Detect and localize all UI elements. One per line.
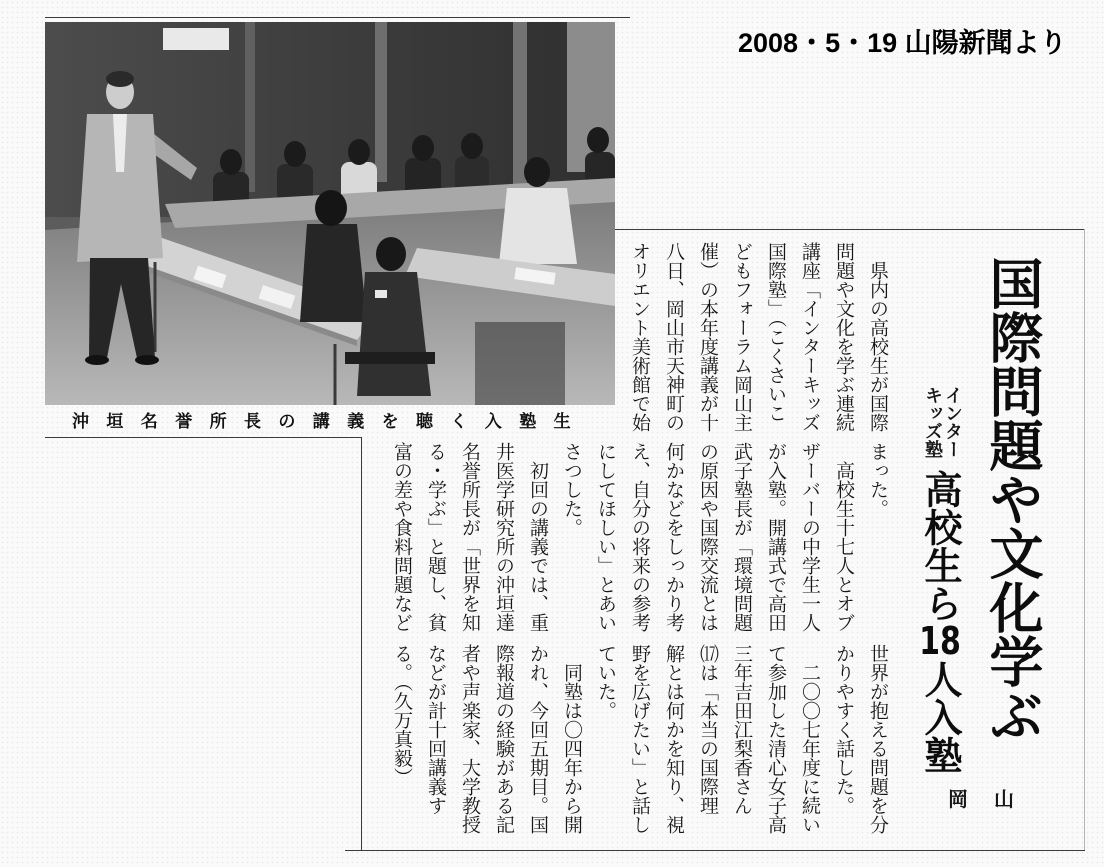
lecturer-shoe <box>135 355 159 365</box>
article-body-line: 野を広げたい」と話し <box>629 644 651 834</box>
lecturer-hair <box>106 71 134 87</box>
article-body-line: ザーバーの中学生一人 <box>799 442 821 632</box>
article-body-line: 二〇〇七年度に続い <box>799 663 821 834</box>
upright-digits: 18 <box>919 622 961 660</box>
article-body-line: 八日、岡山市天神町の <box>663 242 685 432</box>
source-note: 2008・5・19 山陽新聞より <box>738 28 1067 58</box>
student-chair <box>345 352 435 364</box>
article-body-line: まった。 <box>867 442 889 518</box>
article-body-line: ていた。 <box>595 644 617 720</box>
article-body-line: 世界が抱える問題を分 <box>867 644 889 834</box>
article-body-line: 者や声楽家、大学教授 <box>459 644 481 834</box>
article-body-line: 催）の本年度講義が十 <box>697 242 719 432</box>
article-right-rule <box>1084 229 1085 850</box>
subheadline: 高校生ら18人入塾 <box>918 470 962 774</box>
student-head <box>524 157 550 187</box>
article-bottom-rule <box>345 850 1085 851</box>
student-head <box>315 190 347 226</box>
student-name-tag <box>375 290 387 298</box>
photo-caption: 沖垣名誉所長の講義を聴く入塾生 <box>72 412 588 432</box>
article-body-line: 同塾は〇四年から開 <box>561 663 583 834</box>
student-body <box>499 188 577 264</box>
article-body-line: 名誉所長が「世界を知 <box>459 442 481 632</box>
student-head <box>587 127 609 153</box>
article-body-line: 初回の講義では、重 <box>527 461 549 632</box>
student-head <box>376 237 406 271</box>
student-head <box>412 135 434 161</box>
article-body-line: が入塾。開講式で高田 <box>765 442 787 632</box>
article-body-line: ⒄は「本当の国際理 <box>697 644 719 815</box>
article-body-line: どもフォーラム岡山主 <box>731 242 753 432</box>
article-body-tier-3 <box>385 644 895 836</box>
lecturer-shoe <box>85 355 109 365</box>
student-body <box>300 224 367 322</box>
photo-ceiling-light <box>163 28 229 50</box>
article-body-line: え、自分の将来の参考 <box>629 442 651 632</box>
article-body-line: 井医学研究所の沖垣達 <box>493 442 515 632</box>
news-photo-frame <box>45 22 615 405</box>
top-rule <box>45 17 630 18</box>
article-body-line: さつした。 <box>561 442 583 537</box>
headline: 国際問題や文化学ぶ <box>981 256 1044 742</box>
article-body-line: などが計十回講義す <box>425 644 447 815</box>
article-body-line: 三年吉田江梨香さん <box>731 644 753 815</box>
photo-wall-pillar <box>245 22 255 192</box>
kicker <box>922 386 962 466</box>
article-body-line: 何かなどをしっかり考 <box>663 442 685 632</box>
article-body-line: オリエント美術館で始 <box>629 242 651 432</box>
student-head <box>348 139 370 165</box>
article-body-line: 武子塾長が「環境問題 <box>731 442 753 632</box>
kicker-line: キッズ塾 <box>922 386 943 458</box>
article-body-line: 問題や文化を学ぶ連続 <box>833 242 855 432</box>
photo-wall-pillar <box>375 22 387 182</box>
student-head <box>461 133 483 159</box>
student-head <box>220 149 242 175</box>
article-body-line: 県内の高校生が国際 <box>867 261 889 432</box>
caption-bottom-rule <box>45 437 362 438</box>
dateline: 岡山 <box>948 787 1040 811</box>
student-head <box>284 141 306 167</box>
article-body-line: て参加した清心女子高 <box>765 644 787 834</box>
article-body-line: る。（久万真毅） <box>391 644 413 787</box>
article-body-line: の原因や国際交流とは <box>697 442 719 632</box>
article-left-rule <box>361 437 362 850</box>
article-body-line: 講座「インターキッズ <box>799 242 821 432</box>
article-body-line: 高校生十七人とオブ <box>833 461 855 632</box>
article-body-line: かりやすく話した。 <box>833 644 855 815</box>
article-body-line: 解とは何かを知り、視 <box>663 644 685 834</box>
article-body-line: かれ、今回五期目。国 <box>527 644 549 834</box>
article-body-line: 富の差や食料問題など <box>391 442 413 632</box>
article-top-rule <box>615 229 1085 230</box>
article-body-tier-2 <box>385 442 895 634</box>
article-body-tier-1 <box>623 242 895 434</box>
photo-foreground-chair <box>475 322 565 405</box>
article-body-line: にしてほしい」とあい <box>595 442 617 632</box>
article-body-line: る・学ぶ」と題し、貧 <box>425 442 447 632</box>
news-photo <box>45 22 615 405</box>
article-body-line: 際報道の経験がある記 <box>493 644 515 834</box>
kicker-line: インター <box>942 386 963 458</box>
article-body-line: 国際塾」（こくさいこ <box>765 242 787 423</box>
